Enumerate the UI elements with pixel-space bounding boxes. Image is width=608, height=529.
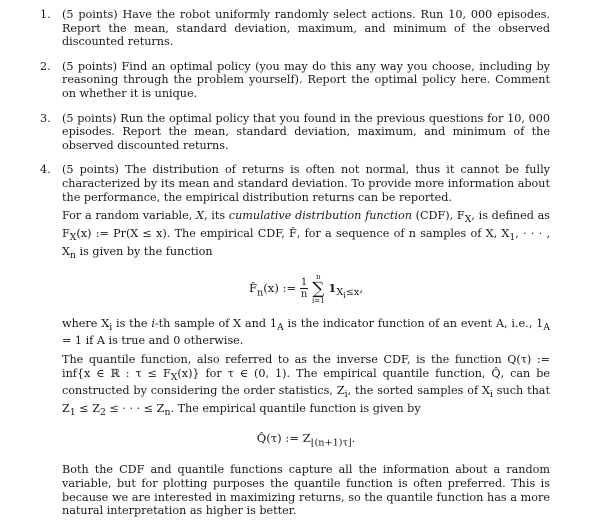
indicator-paragraph: [62, 317, 550, 348]
text-run: (x)} for τ ∈ (0, 1). The empirical quantile function, Q̂, can be constructed by considering the order statistics, Z: [62, 366, 550, 398]
problem-3: [0, 112, 608, 153]
eq-summation: [312, 273, 325, 305]
eq-indicator-sub-index: i: [343, 290, 346, 300]
math-sub: X: [170, 371, 178, 383]
math-sub: i: [344, 389, 348, 401]
math-sub: 1: [69, 407, 76, 419]
text-run: -th sample of X and 1: [154, 316, 277, 330]
eq-frac-num: 1: [300, 277, 308, 289]
eq-tail: ,: [359, 280, 363, 295]
math-sub: i: [109, 321, 113, 333]
quantile-paragraph: [62, 353, 550, 420]
text-run: (x) := Pr(X ≤ x). The empirical CDF, F̂, for a sequence of n samples of X, X: [76, 226, 510, 240]
empirical-cdf-equation: [62, 273, 550, 305]
eq2-lhs: Q̂(τ) := Z: [256, 431, 311, 446]
empirical-quantile-equation: [62, 430, 550, 451]
eq-indicator: 1: [328, 280, 337, 295]
text-run: , · · · , X: [62, 226, 550, 258]
problem-list: [0, 8, 608, 529]
math-sub: X: [69, 232, 77, 244]
text-run: such that Z: [62, 384, 550, 416]
problem-number: 4.: [40, 163, 51, 177]
math-sub: 2: [99, 407, 106, 419]
math-sub: n: [164, 407, 171, 419]
math-sub: 1: [509, 232, 516, 244]
eq-frac-den: n: [300, 289, 308, 301]
eq2-tail: .: [351, 431, 356, 446]
text-run: . The empirical quantile function is given by: [170, 402, 421, 416]
emphasis-term: cumulative distribution function: [228, 209, 412, 223]
problem-text: (5 points) Find an optimal policy (you may do this any way you choose, including by reasoning through the problem yourself). Report the optimal policy here. Comment on whether it is unique.: [62, 59, 550, 100]
text-run: where X: [62, 316, 110, 330]
eq-lhs-arg: (x) :=: [263, 280, 300, 295]
intro-paragraph: (5 points) The distribution of returns is often not normal, thus it cannot be fully characterized by its mean and standard deviation. To provide more information about the performance, the empirical distribution returns can be reported.: [62, 163, 550, 204]
problem-text: (5 points) Run the optimal policy that you found in the previous questions for 10, 000 episodes. Report the mean, standard deviation, maximum, and minimum of the observed discounted returns.: [62, 111, 550, 152]
eq-lhs-sub: n: [257, 286, 264, 298]
text-run: = 1 if A is true and 0 otherwise.: [62, 334, 244, 348]
math-sub: A: [276, 321, 284, 333]
text-run: is given by the function: [75, 244, 213, 258]
text-run: (CDF), F: [411, 209, 465, 223]
eq-indicator-sub-cond: ≤x: [345, 286, 360, 298]
text-run: ≤ · · · ≤ Z: [105, 402, 165, 416]
eq-sum-bottom: i=1: [311, 296, 325, 305]
math-sub: X: [464, 214, 472, 226]
problem-number: 2.: [40, 59, 51, 73]
problem-4: [0, 163, 608, 517]
eq-lhs: F̂: [248, 280, 258, 295]
eq-sum-top: n: [316, 272, 321, 281]
text-run: is the: [112, 316, 152, 330]
math-sub: i: [489, 389, 493, 401]
eq-fraction: [300, 277, 308, 300]
text-run: For a random variable,: [62, 209, 197, 223]
problem-1: [0, 8, 608, 49]
eq-indicator-sub: [336, 287, 359, 298]
problem-2: [0, 60, 608, 101]
problem-text: (5 points) Have the robot uniformly randomly select actions. Run 10, 000 episodes. Report the mean, standard deviation, maximum, and minimum of the observed discounted returns.: [62, 8, 550, 49]
eq2-sub: ⌊(n+1)τ⌋: [310, 437, 352, 449]
closing-paragraph: Both the CDF and quantile functions capture all the information about a random variable, but for plotting purposes the quantile function is often preferred. This is because we are interested in maximizing returns, so the quantile function has a more natural interpretation as higher is better.: [62, 463, 550, 518]
cdf-definition-paragraph: [62, 209, 550, 262]
text-run: is the indicator function of an event A, i.e., 1: [283, 316, 544, 330]
eq-indicator-sub-var: X: [336, 286, 344, 298]
math-var: X: [196, 209, 204, 223]
text-run: , is defined as F: [62, 209, 551, 240]
text-run: , its: [203, 209, 229, 223]
math-sub: n: [69, 250, 76, 262]
problem-number: 3.: [40, 111, 51, 125]
text-run: ≤ Z: [75, 402, 100, 416]
text-run: , the sorted samples of X: [347, 384, 490, 398]
eq-sum-sym: ∑: [312, 278, 325, 299]
math-var: i: [151, 316, 155, 330]
math-sub: A: [543, 321, 550, 333]
problem-number: 1.: [40, 8, 51, 21]
text-run: The quantile function, also referred to as the inverse CDF, is the function Q(τ) := inf{x ∈ ℝ : τ ≤ F: [62, 353, 550, 380]
